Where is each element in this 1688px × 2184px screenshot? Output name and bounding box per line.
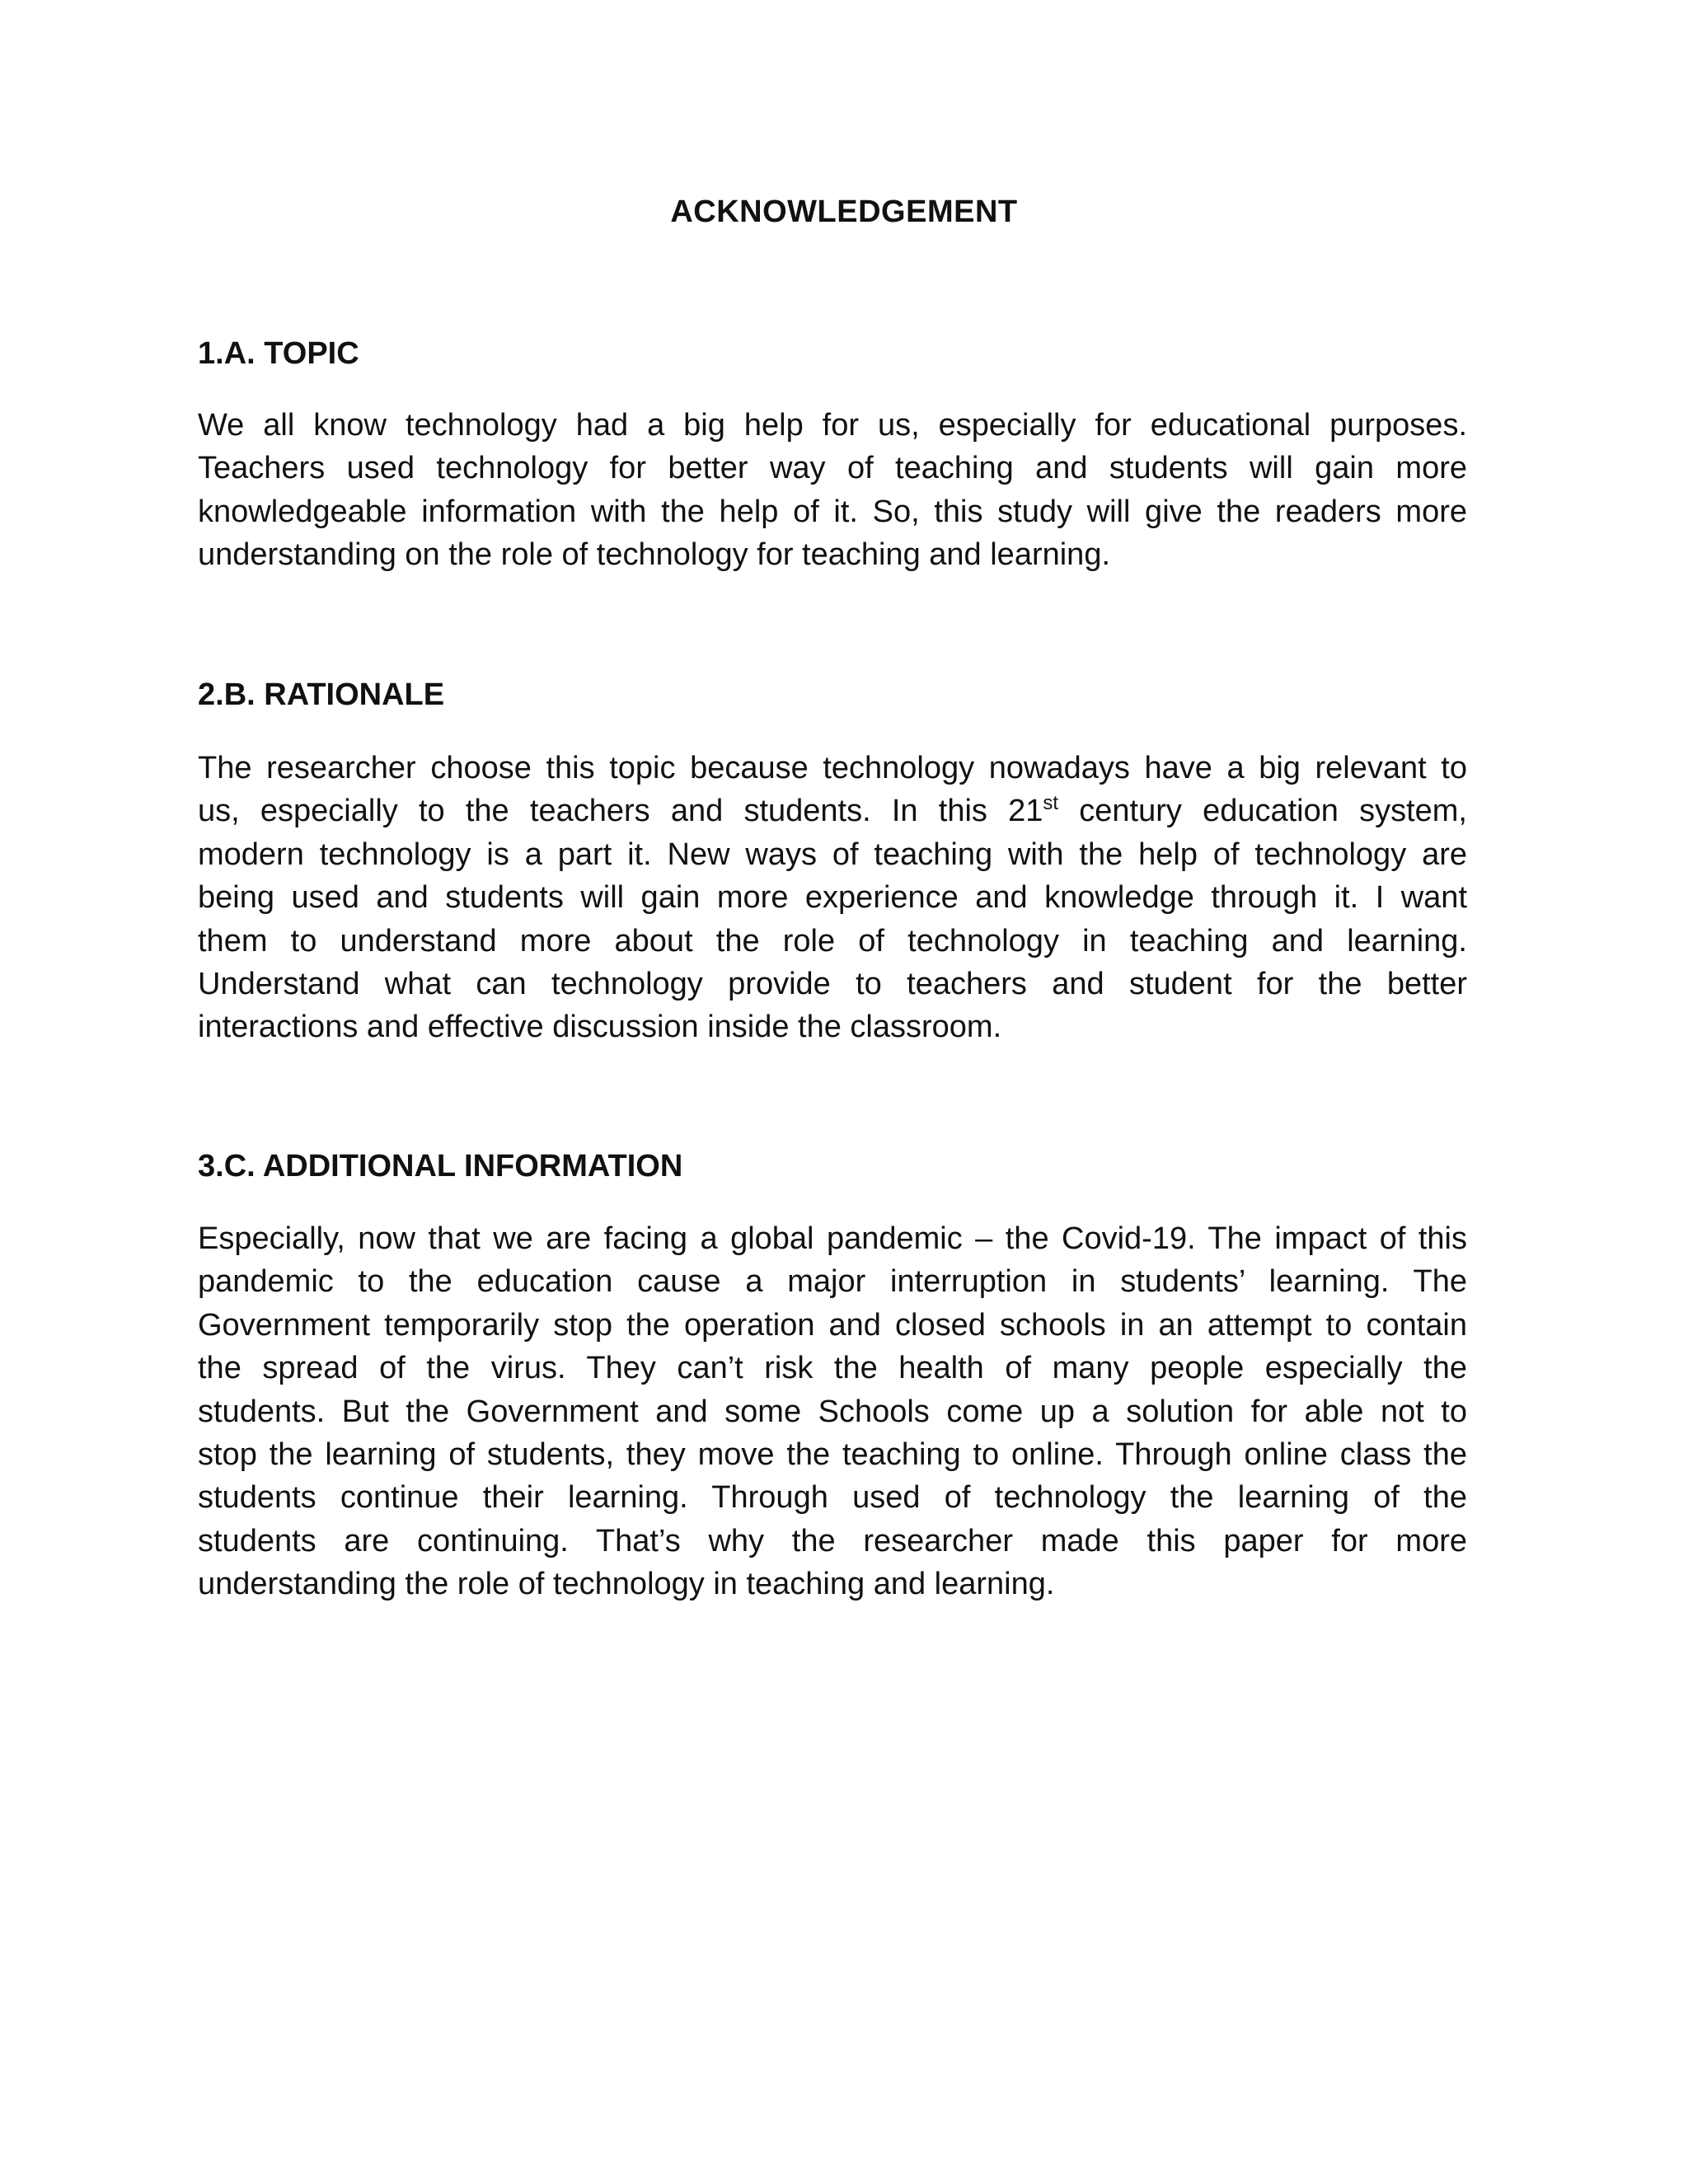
paragraph-line: We all know technology had a big help for us, especially for educational purposes. [198, 408, 1467, 443]
paragraph-line: modern technology is a part it. New ways of teaching with the help of technology are [198, 837, 1467, 872]
line-text: us, especially to the teachers and students. In this 21 [198, 794, 1043, 829]
paragraph-line: students. But the Government and some Schools come up a solution for able not to [198, 1394, 1467, 1429]
paragraph-line [198, 790, 1467, 832]
paragraph-line: the spread of the virus. They can’t risk the health of many people especially the [198, 1351, 1467, 1386]
ordinal-superscript: st [1043, 792, 1059, 815]
section-heading-topic: 1.A. TOPIC [198, 336, 359, 371]
section-paragraph-additional-information [198, 1217, 1467, 1606]
paragraph-line: interactions and effective discussion inside the classroom. [198, 1010, 1002, 1045]
paragraph-line: Government temporarily stop the operation and closed schools in an attempt to contain [198, 1307, 1467, 1343]
paragraph-line: Especially, now that we are facing a global pandemic – the Covid-19. The impact of this [198, 1221, 1467, 1256]
paragraph-line: knowledgeable information with the help of it. So, this study will give the readers more [198, 494, 1467, 529]
line-text: century education system, [1058, 794, 1467, 829]
paragraph-line: them to understand more about the role of technology in teaching and learning. [198, 923, 1467, 958]
paragraph-line: Understand what can technology provide to teachers and student for the better [198, 966, 1467, 1001]
paragraph-line: students continue their learning. Through used of technology the learning of the [198, 1480, 1467, 1516]
document-title: ACKNOWLEDGEMENT [670, 194, 1018, 229]
section-heading-additional-information: 3.C. ADDITIONAL INFORMATION [198, 1149, 683, 1183]
paragraph-line: stop the learning of students, they move the teaching to online. Through online class the [198, 1436, 1467, 1472]
paragraph-line: The researcher choose this topic because technology nowadays have a big relevant to [198, 751, 1467, 785]
section-paragraph-topic [198, 404, 1467, 577]
section-paragraph-rationale [198, 747, 1467, 1049]
section-heading-rationale: 2.B. RATIONALE [198, 677, 445, 712]
paragraph-line: understanding the role of technology in teaching and learning. [198, 1567, 1055, 1602]
paragraph-line: pandemic to the education cause a major interruption in students’ learning. The [198, 1264, 1467, 1300]
paragraph-line: understanding on the role of technology for teaching and learning. [198, 537, 1111, 573]
paragraph-line: Teachers used technology for better way of teaching and students will gain more [198, 451, 1467, 486]
paragraph-line: being used and students will gain more experience and knowledge through it. I want [198, 880, 1467, 916]
paragraph-line: students are continuing. That’s why the researcher made this paper for more [198, 1523, 1467, 1558]
